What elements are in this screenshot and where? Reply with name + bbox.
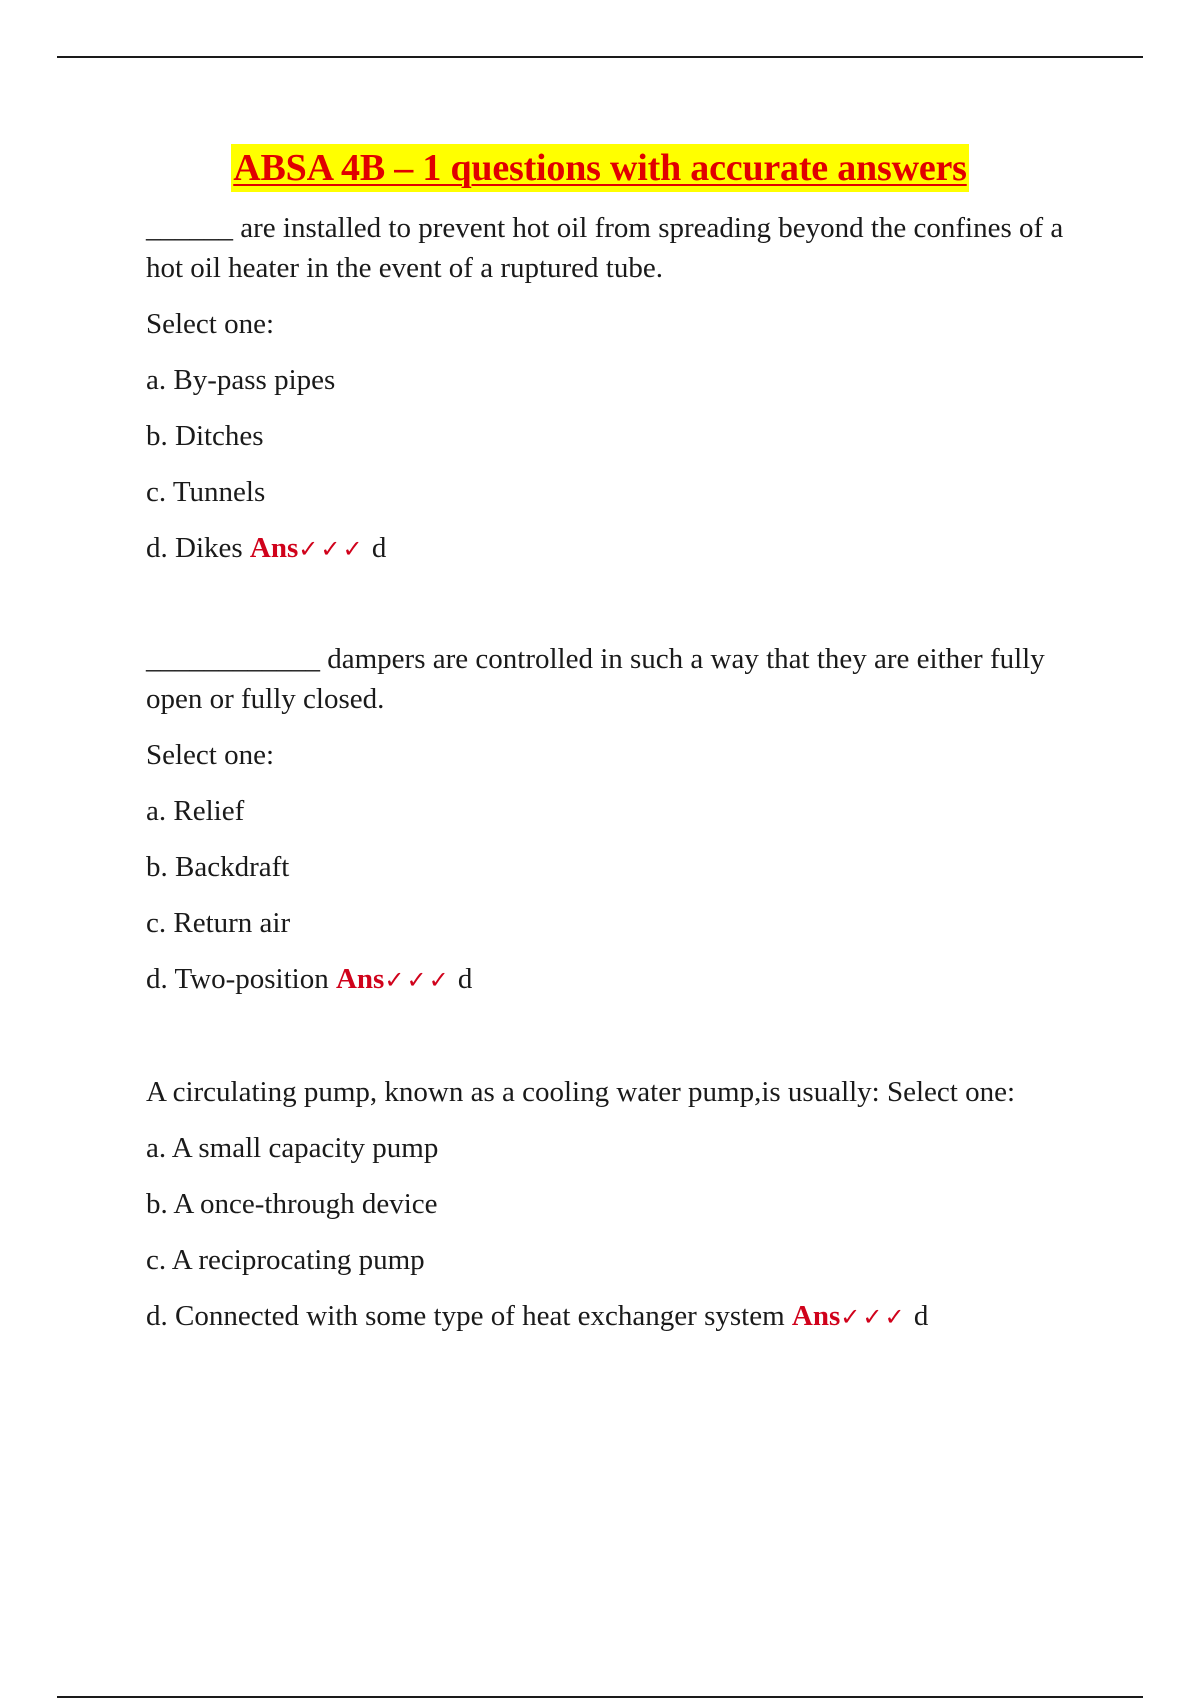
question-2-option-d-line (146, 959, 1086, 1000)
question-2-option-c: c. Return air (146, 907, 291, 939)
question-1-option-d: d. Dikes (146, 532, 243, 564)
question-1-option-a: a. By-pass pipes (146, 364, 336, 396)
bottom-rule (57, 1696, 1143, 1698)
question-1-ans-label: Ans (249, 532, 299, 564)
document-title: ABSA 4B – 1 questions with accurate answers (231, 144, 969, 192)
question-1-prompt: ______ are installed to prevent hot oil from spreading beyond the confines of a hot oil heater in the event of a ruptured tube. (146, 212, 1064, 284)
question-1-check-icons: ✓✓✓ (298, 535, 365, 563)
question-3-option-b: b. A once-through device (146, 1188, 438, 1220)
question-3-option-d: d. Connected with some type of heat exchanger system (146, 1300, 785, 1332)
question-2-option-a: a. Relief (146, 795, 245, 827)
question-1-select-label: Select one: (146, 308, 275, 340)
question-2 (146, 639, 1086, 1000)
question-3-option-c: c. A reciprocating pump (146, 1244, 425, 1276)
question-3-check-icons: ✓✓✓ (840, 1303, 907, 1331)
question-1-answer: d (371, 532, 387, 564)
document-body (146, 208, 1086, 1337)
question-2-ans-label: Ans (335, 963, 385, 995)
question-3 (146, 1072, 1086, 1337)
question-1-option-c: c. Tunnels (146, 476, 266, 508)
question-2-check-icons: ✓✓✓ (384, 966, 451, 994)
question-2-option-b: b. Backdraft (146, 851, 290, 883)
question-2-select-label: Select one: (146, 739, 275, 771)
question-3-answer: d (913, 1300, 929, 1332)
question-3-ans-label: Ans (791, 1300, 841, 1332)
top-rule (57, 56, 1143, 58)
question-3-option-a: a. A small capacity pump (146, 1132, 439, 1164)
question-2-answer: d (457, 963, 473, 995)
question-3-option-d-line (146, 1296, 1086, 1337)
question-2-option-d: d. Two-position (146, 963, 329, 995)
question-1-option-d-line (146, 528, 1086, 569)
question-2-prompt: ____________ dampers are controlled in such a way that they are either fully open or fully closed. (146, 643, 1045, 715)
title-wrapper (0, 144, 1200, 192)
question-3-prompt: A circulating pump, known as a cooling water pump,is usually: Select one: (146, 1076, 1016, 1108)
question-1-option-b: b. Ditches (146, 420, 264, 452)
question-1 (146, 208, 1086, 569)
